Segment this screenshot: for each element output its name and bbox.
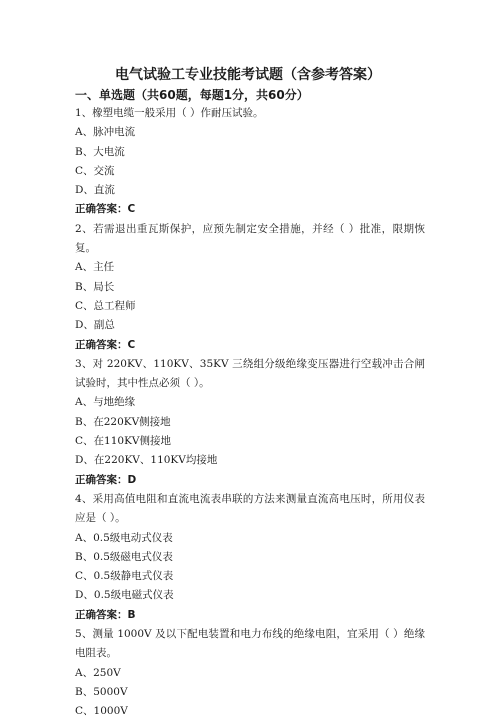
option-c: C、1000V bbox=[75, 705, 128, 718]
option-b: B、局长 bbox=[75, 280, 115, 293]
option-c: C、在110KV侧接地 bbox=[75, 435, 172, 448]
option-a: A、脉冲电流 bbox=[75, 126, 136, 139]
question-list bbox=[75, 104, 425, 722]
correct-answer: 正确答案：C bbox=[75, 203, 136, 216]
question-block bbox=[75, 490, 425, 625]
question-block bbox=[75, 104, 425, 220]
correct-answer: 正确答案：B bbox=[75, 608, 136, 621]
option-b: B、5000V bbox=[75, 685, 128, 698]
document-title: 电气试验工专业技能考试题（含参考答案） bbox=[115, 67, 381, 83]
question-block bbox=[75, 220, 425, 355]
question-stem: 5、测量 1000V 及以下配电装置和电力布线的绝缘电阻，宜采用（ ）绝缘电阻表。 bbox=[75, 628, 425, 660]
question-stem: 2、若需退出重瓦斯保护，应预先制定安全措施，并经（ ）批准，限期恢复。 bbox=[75, 222, 425, 255]
question-block bbox=[75, 625, 425, 721]
option-a: A、0.5级电动式仪表 bbox=[75, 531, 173, 544]
option-c: C、交流 bbox=[75, 164, 115, 177]
section-heading: 一、单选题（共60题，每题1分，共60分） bbox=[75, 88, 309, 102]
question-stem: 3、对 220KV、110KV、35KV 三绕组分级绝缘变压器进行空载冲击合闸试验时，其中性点必须（ ）。 bbox=[75, 357, 425, 390]
question-stem: 1、橡塑电缆一般采用（ ）作耐压试验。 bbox=[75, 107, 264, 119]
option-d: D、直流 bbox=[75, 184, 115, 197]
option-d: D、在220KV、110KV均接地 bbox=[75, 454, 218, 467]
correct-answer: 正确答案：D bbox=[75, 473, 137, 486]
question-block bbox=[75, 355, 425, 490]
option-b: B、大电流 bbox=[75, 145, 125, 158]
question-stem: 4、采用高值电阻和直流电流表串联的方法来测量直流高电压时，所用仪表应是（ ）。 bbox=[75, 492, 425, 525]
option-b: B、在220KV侧接地 bbox=[75, 415, 171, 428]
option-d: D、副总 bbox=[75, 319, 115, 332]
option-a: A、与地绝缘 bbox=[75, 396, 136, 409]
option-a: A、主任 bbox=[75, 261, 115, 274]
option-c: C、0.5级静电式仪表 bbox=[75, 570, 174, 583]
option-a: A、250V bbox=[75, 666, 121, 679]
option-b: B、0.5级磁电式仪表 bbox=[75, 550, 173, 563]
option-d: D、0.5级电磁式仪表 bbox=[75, 589, 174, 602]
option-c: C、总工程师 bbox=[75, 299, 136, 312]
correct-answer: 正确答案：C bbox=[75, 338, 136, 351]
